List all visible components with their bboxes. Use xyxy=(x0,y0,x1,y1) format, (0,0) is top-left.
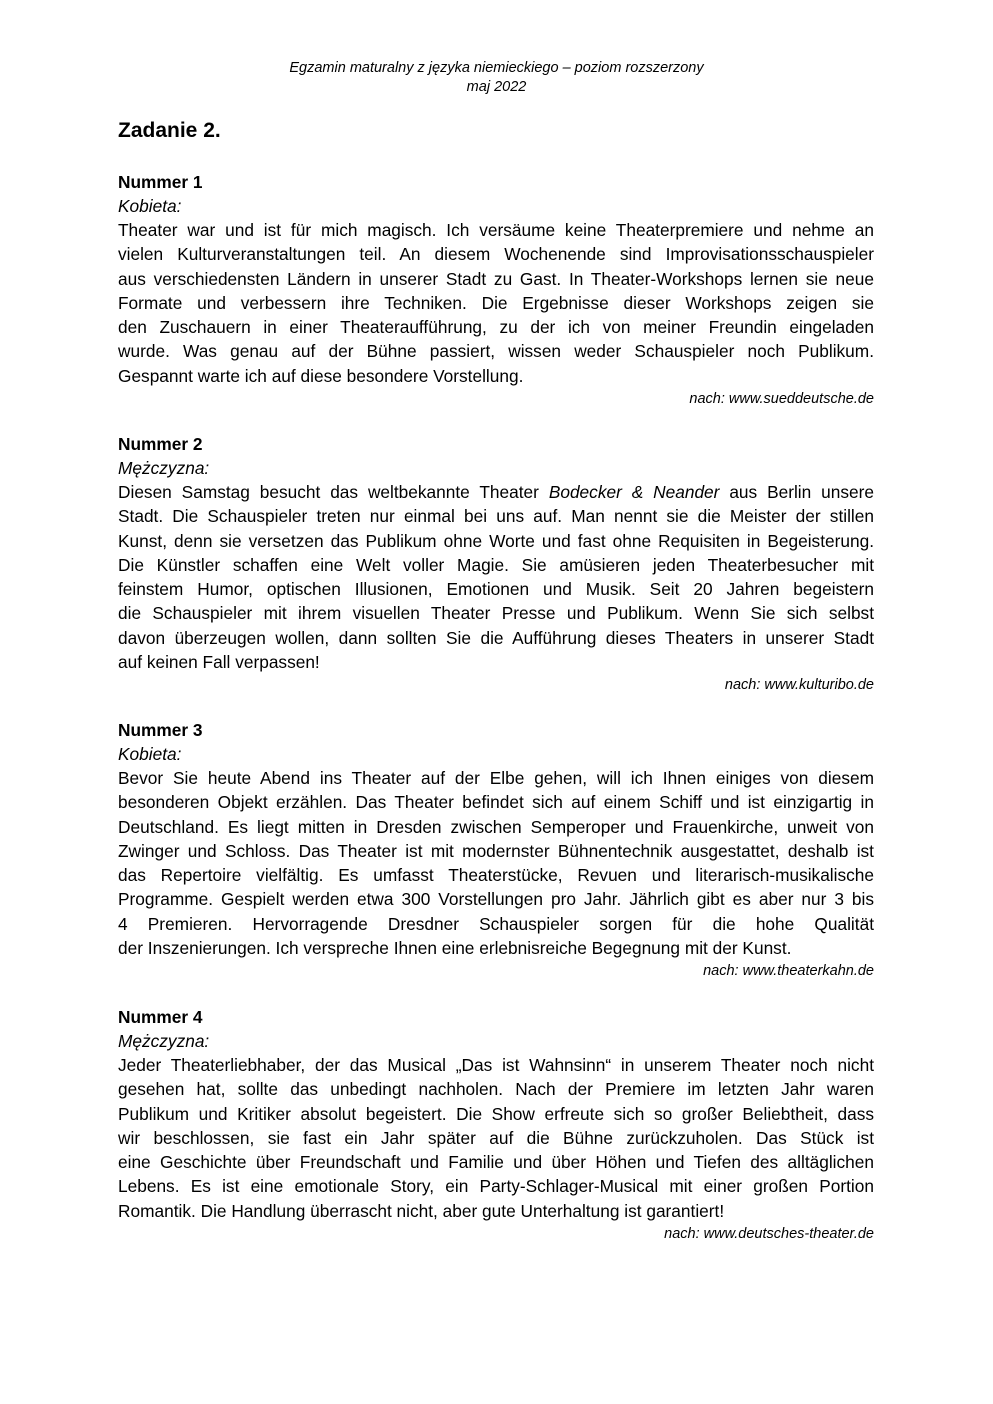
text-line: Romantik. Die Handlung überrascht nicht, aber gute Unterhaltung ist garantiert! xyxy=(118,1200,725,1221)
speaker-label: Mężczyzna: xyxy=(118,458,210,478)
text-line: Zwinger und Schloss. Das Theater ist mit modernster Bühnentechnik ausgestattet, deshalb ist xyxy=(118,840,874,861)
section-number: Nummer 1 xyxy=(118,172,203,192)
text-line: den Zuschauern in einer Theateraufführung, zu der ich von meiner Freundin eingeladen xyxy=(118,317,874,338)
text-line: vielen Kulturveranstaltungen teil. An diesem Wochenende sind Improvisationsschauspieler xyxy=(118,244,874,265)
text-line: feinstem Humor, optischen Illusionen, Emotionen und Musik. Seit 20 Jahren begeistern xyxy=(118,579,874,600)
section-number: Nummer 3 xyxy=(118,720,203,740)
exam-date: maj 2022 xyxy=(466,79,527,95)
text-segment: aus Berlin unsere xyxy=(719,482,874,502)
section-nummer-4 xyxy=(118,1005,874,1244)
text-line: besonderen Objekt erzählen. Das Theater befindet sich auf einem Schiff und ist einzigartig in xyxy=(118,792,874,813)
text-line: die Schauspieler mit ihrem visuellen Theater Presse und Publikum. Wenn Sie sich selbst xyxy=(118,603,874,624)
text-line: 4 Premieren. Hervorragende Dresdner Schauspieler sorgen für die hohe Qualität xyxy=(118,913,874,934)
text-line: Bevor Sie heute Abend ins Theater auf der Elbe gehen, will ich Ihnen einiges von diesem xyxy=(118,768,874,788)
text-line: aus verschiedensten Ländern in unserer Stadt zu Gast. In Theater-Workshops lernen sie neue xyxy=(118,268,874,289)
text-line: wir beschlossen, sie fast ein Jahr später auf die Bühne zurückzuholen. Das Stück ist xyxy=(118,1127,874,1148)
text-line xyxy=(118,480,874,504)
text-line: Deutschland. Es liegt mitten in Dresden zwischen Semperoper und Frauenkirche, unweit von xyxy=(118,816,874,837)
source-citation: nach: www.deutsches-theater.de xyxy=(664,1226,874,1243)
section-text xyxy=(118,766,874,960)
theater-name: Bodecker & Neander xyxy=(548,482,720,502)
text-line: Theater war und ist für mich magisch. Ich versäume keine Theaterpremiere und nehme an xyxy=(118,220,874,240)
source-citation: nach: www.theaterkahn.de xyxy=(703,963,874,980)
task-title: Zadanie 2. xyxy=(118,119,221,142)
text-line: Die Künstler schaffen eine Welt voller Magie. Sie amüsieren jeden Theaterbesucher mit xyxy=(118,554,874,575)
text-line: gesehen hat, sollte das unbedingt nachholen. Nach der Premiere im letzten Jahr waren xyxy=(118,1079,874,1100)
section-nummer-3 xyxy=(118,718,874,981)
text-line: auf keinen Fall verpassen! xyxy=(118,652,320,673)
section-text xyxy=(118,480,874,674)
text-line: eine Geschichte über Freundschaft und Familie und über Höhen und Tiefen des alltäglichen xyxy=(118,1152,874,1173)
text-line: Stadt. Die Schauspieler treten nur einmal bei uns auf. Man nennt sie die Meister der stillen xyxy=(118,506,874,527)
section-nummer-1 xyxy=(118,170,874,409)
text-line: Publikum und Kritiker absolut begeistert. Die Show erfreute sich so großer Beliebtheit, dass xyxy=(118,1103,874,1124)
section-text xyxy=(118,1053,874,1223)
speaker-label: Mężczyzna: xyxy=(118,1031,210,1051)
section-number: Nummer 2 xyxy=(118,434,203,454)
source-citation: nach: www.sueddeutsche.de xyxy=(689,391,874,408)
text-line: Lebens. Es ist eine emotionale Story, ein Party-Schlager-Musical mit einer großen Portion xyxy=(118,1176,874,1197)
text-segment: Diesen Samstag besucht das weltbekannte Theater xyxy=(118,482,549,502)
text-line: Programme. Gespielt werden etwa 300 Vorstellungen pro Jahr. Jährlich gibt es aber nur 3 bis xyxy=(118,889,874,910)
exam-title: Egzamin maturalny z języka niemieckiego – poziom rozszerzony xyxy=(289,60,704,76)
source-citation: nach: www.kulturibo.de xyxy=(724,677,874,694)
text-line: Jeder Theaterliebhaber, der das Musical „Das ist Wahnsinn“ in unserem Theater noch nicht xyxy=(118,1055,874,1075)
section-text xyxy=(118,218,874,388)
text-line: Kunst, denn sie versetzen das Publikum ohne Worte und fast ohne Requisiten in Begeisterung. xyxy=(118,530,874,551)
text-line: Formate und verbessern ihre Techniken. Die Ergebnisse dieser Workshops zeigen sie xyxy=(118,292,874,313)
speaker-label: Kobieta: xyxy=(118,744,182,764)
section-nummer-2 xyxy=(118,432,874,695)
speaker-label: Kobieta: xyxy=(118,196,182,216)
text-line: der Inszenierungen. Ich verspreche Ihnen eine erlebnisreiche Begegnung mit der Kunst. xyxy=(118,938,792,959)
text-line: das Repertoire vielfältig. Es umfasst Theaterstücke, Revuen und literarisch-musikalische xyxy=(118,865,874,886)
section-number: Nummer 4 xyxy=(118,1007,203,1027)
text-line: Gespannt warte ich auf diese besondere Vorstellung. xyxy=(118,365,524,386)
page-header xyxy=(0,59,993,97)
text-line: wurde. Was genau auf der Bühne passiert, wissen weder Schauspieler noch Publikum. xyxy=(118,341,874,362)
text-line: davon überzeugen wollen, dann sollten Sie die Aufführung dieses Theaters in unserer Stadt xyxy=(118,627,874,648)
